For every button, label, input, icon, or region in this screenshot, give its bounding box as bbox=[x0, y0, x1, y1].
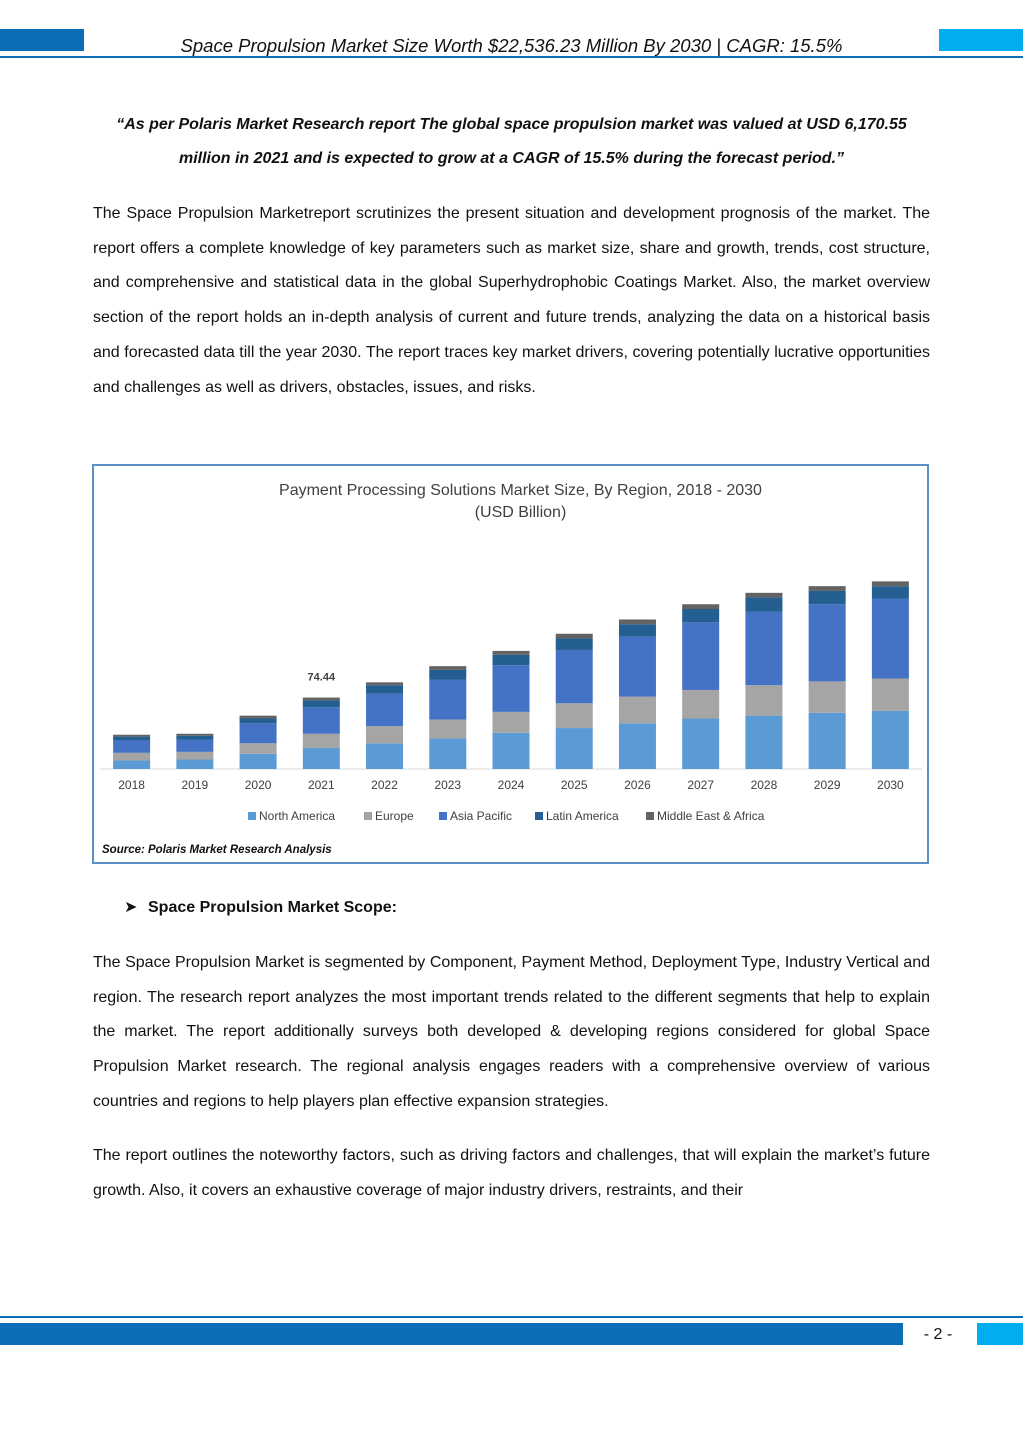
bar-segment bbox=[493, 655, 530, 665]
chart-title: Payment Processing Solutions Market Size, By Region, 2018 - 2030 bbox=[279, 482, 762, 499]
bar-segment bbox=[872, 599, 909, 679]
bar-segment bbox=[366, 743, 403, 769]
factors-paragraph: The report outlines the noteworthy factors, such as driving factors and challenges, that will explain the market’s future growth. Also, it covers an exhaustive coverage of major industry drivers, restraints, and their bbox=[93, 1147, 930, 1199]
legend-label: Asia Pacific bbox=[450, 809, 513, 823]
bar-segment bbox=[556, 639, 593, 650]
market-size-chart bbox=[92, 464, 929, 864]
bar-segment bbox=[809, 604, 846, 681]
legend-swatch bbox=[646, 812, 654, 820]
bar-segment bbox=[682, 604, 719, 609]
bar-segment bbox=[366, 726, 403, 743]
bar-segment bbox=[429, 666, 466, 670]
chart-canvas bbox=[94, 466, 927, 862]
bar-segment bbox=[176, 739, 213, 751]
bar-segment bbox=[556, 634, 593, 639]
bar-segment bbox=[809, 713, 846, 769]
x-tick-label: 2026 bbox=[624, 778, 651, 792]
bar-segment bbox=[429, 679, 466, 719]
chart-subtitle: (USD Billion) bbox=[474, 504, 567, 521]
bar-segment bbox=[113, 760, 150, 769]
bar-segment bbox=[493, 733, 530, 769]
intro-paragraph: The Space Propulsion Marketreport scrutinizes the present situation and development prognosis of the market. The report offers a complete knowledge of key parameters such as market size, share and growth, trends, cost structure, and comprehensive and statistical data in the global Superhydrophobic Coatings Market. Also, the market overview section of the report holds an in-depth analysis of current and future trends, analyzing the data on a historical basis and forecasted data till the year 2030. The report traces key market drivers, covering potentially lucrative opportunities and challenges as well as drivers, obstacles, issues, and risks. bbox=[93, 205, 930, 396]
legend-label: Latin America bbox=[546, 809, 619, 823]
arrow-bullet-icon: ➤ bbox=[124, 899, 138, 916]
bar-segment bbox=[240, 716, 277, 719]
bar-segment bbox=[809, 586, 846, 591]
bar-segment bbox=[745, 716, 782, 769]
section-heading bbox=[124, 897, 397, 917]
legend-swatch bbox=[364, 812, 372, 820]
legend-label: Europe bbox=[375, 809, 414, 823]
bar-segment bbox=[556, 650, 593, 703]
x-tick-label: 2027 bbox=[687, 778, 715, 792]
bar-segment bbox=[240, 723, 277, 743]
bar-segment bbox=[113, 735, 150, 737]
bar-segment bbox=[493, 665, 530, 712]
bar-segment bbox=[113, 753, 150, 761]
bar-segment bbox=[682, 622, 719, 690]
x-tick-label: 2020 bbox=[244, 778, 272, 792]
x-tick-label: 2030 bbox=[877, 778, 904, 792]
bar-segment bbox=[366, 685, 403, 694]
x-tick-label: 2022 bbox=[371, 778, 398, 792]
pull-quote: “As per Polaris Market Research report The global space propulsion market was valued at USD 6,170.55 million in 2021 and is expected to grow at a CAGR of 15.5% during the forecast period.” bbox=[116, 116, 907, 167]
bar-segment bbox=[303, 698, 340, 701]
bar-segment bbox=[619, 637, 656, 697]
bar-segment bbox=[113, 740, 150, 752]
footer-divider bbox=[0, 1316, 1023, 1318]
chart-source: Source: Polaris Market Research Analysis bbox=[102, 844, 332, 856]
bar-segment bbox=[240, 754, 277, 769]
bar-segment bbox=[240, 743, 277, 753]
bar-segment bbox=[303, 707, 340, 734]
bar-segment bbox=[556, 703, 593, 728]
bar-segment bbox=[303, 734, 340, 748]
bar-segment bbox=[682, 609, 719, 622]
x-tick-label: 2024 bbox=[497, 778, 525, 792]
bar-segment bbox=[493, 712, 530, 733]
data-label: 74.44 bbox=[307, 671, 336, 684]
bar-segment bbox=[366, 682, 403, 685]
bar-segment bbox=[429, 739, 466, 769]
bar-segment bbox=[176, 752, 213, 760]
bar-segment bbox=[429, 670, 466, 680]
bar-segment bbox=[745, 612, 782, 685]
bar-segment bbox=[872, 679, 909, 711]
bar-segment bbox=[176, 734, 213, 736]
bar-segment bbox=[872, 586, 909, 598]
legend-swatch bbox=[535, 812, 543, 820]
bar-segment bbox=[682, 690, 719, 719]
bar-segment bbox=[303, 748, 340, 769]
x-tick-label: 2021 bbox=[307, 778, 335, 792]
bar-segment bbox=[429, 719, 466, 738]
bar-segment bbox=[556, 728, 593, 769]
bar-segment bbox=[872, 711, 909, 769]
bar-segment bbox=[366, 694, 403, 726]
legend-swatch bbox=[248, 812, 256, 820]
bar-segment bbox=[619, 697, 656, 724]
bar-segment bbox=[809, 591, 846, 604]
legend-label: Middle East & Africa bbox=[657, 809, 765, 823]
bar-segment bbox=[619, 624, 656, 636]
page-number: - 2 - bbox=[923, 1326, 953, 1343]
x-tick-label: 2025 bbox=[560, 778, 588, 792]
bar-segment bbox=[745, 598, 782, 612]
footer-accent-bar bbox=[0, 1323, 903, 1345]
x-tick-label: 2018 bbox=[118, 778, 145, 792]
bar-segment bbox=[113, 737, 150, 741]
bar-segment bbox=[809, 681, 846, 712]
section-heading-text: Space Propulsion Market Scope: bbox=[148, 899, 397, 916]
bar-segment bbox=[872, 581, 909, 586]
legend-swatch bbox=[439, 812, 447, 820]
bar-segment bbox=[682, 719, 719, 769]
legend-label: North America bbox=[259, 809, 336, 823]
bar-segment bbox=[619, 723, 656, 769]
x-tick-label: 2028 bbox=[750, 778, 778, 792]
bar-segment bbox=[745, 685, 782, 715]
x-tick-label: 2029 bbox=[813, 778, 841, 792]
x-tick-label: 2023 bbox=[434, 778, 462, 792]
scope-paragraph: The Space Propulsion Market is segmented by Component, Payment Method, Deployment Type, Industry Vertical and region. The research report analyzes the most important trends related to the different segments that help to explain the market. The report additionally surveys both developed & developing regions considered for global Space Propulsion Market research. The regional analysis engages readers with a comprehensive overview of various countries and regions to help players plan effective expansion strategies. bbox=[93, 954, 930, 1110]
footer-accent-right bbox=[977, 1323, 1023, 1345]
bar-segment bbox=[240, 719, 277, 724]
bar-segment bbox=[493, 651, 530, 655]
header-divider bbox=[0, 56, 1023, 58]
page-header-title: Space Propulsion Market Size Worth $22,536.23 Million By 2030 | CAGR: 15.5% bbox=[180, 35, 843, 56]
bar-segment bbox=[745, 593, 782, 598]
bar-segment bbox=[303, 700, 340, 707]
bar-segment bbox=[176, 736, 213, 740]
x-tick-label: 2019 bbox=[181, 778, 209, 792]
bar-segment bbox=[619, 619, 656, 624]
bar-segment bbox=[176, 759, 213, 769]
